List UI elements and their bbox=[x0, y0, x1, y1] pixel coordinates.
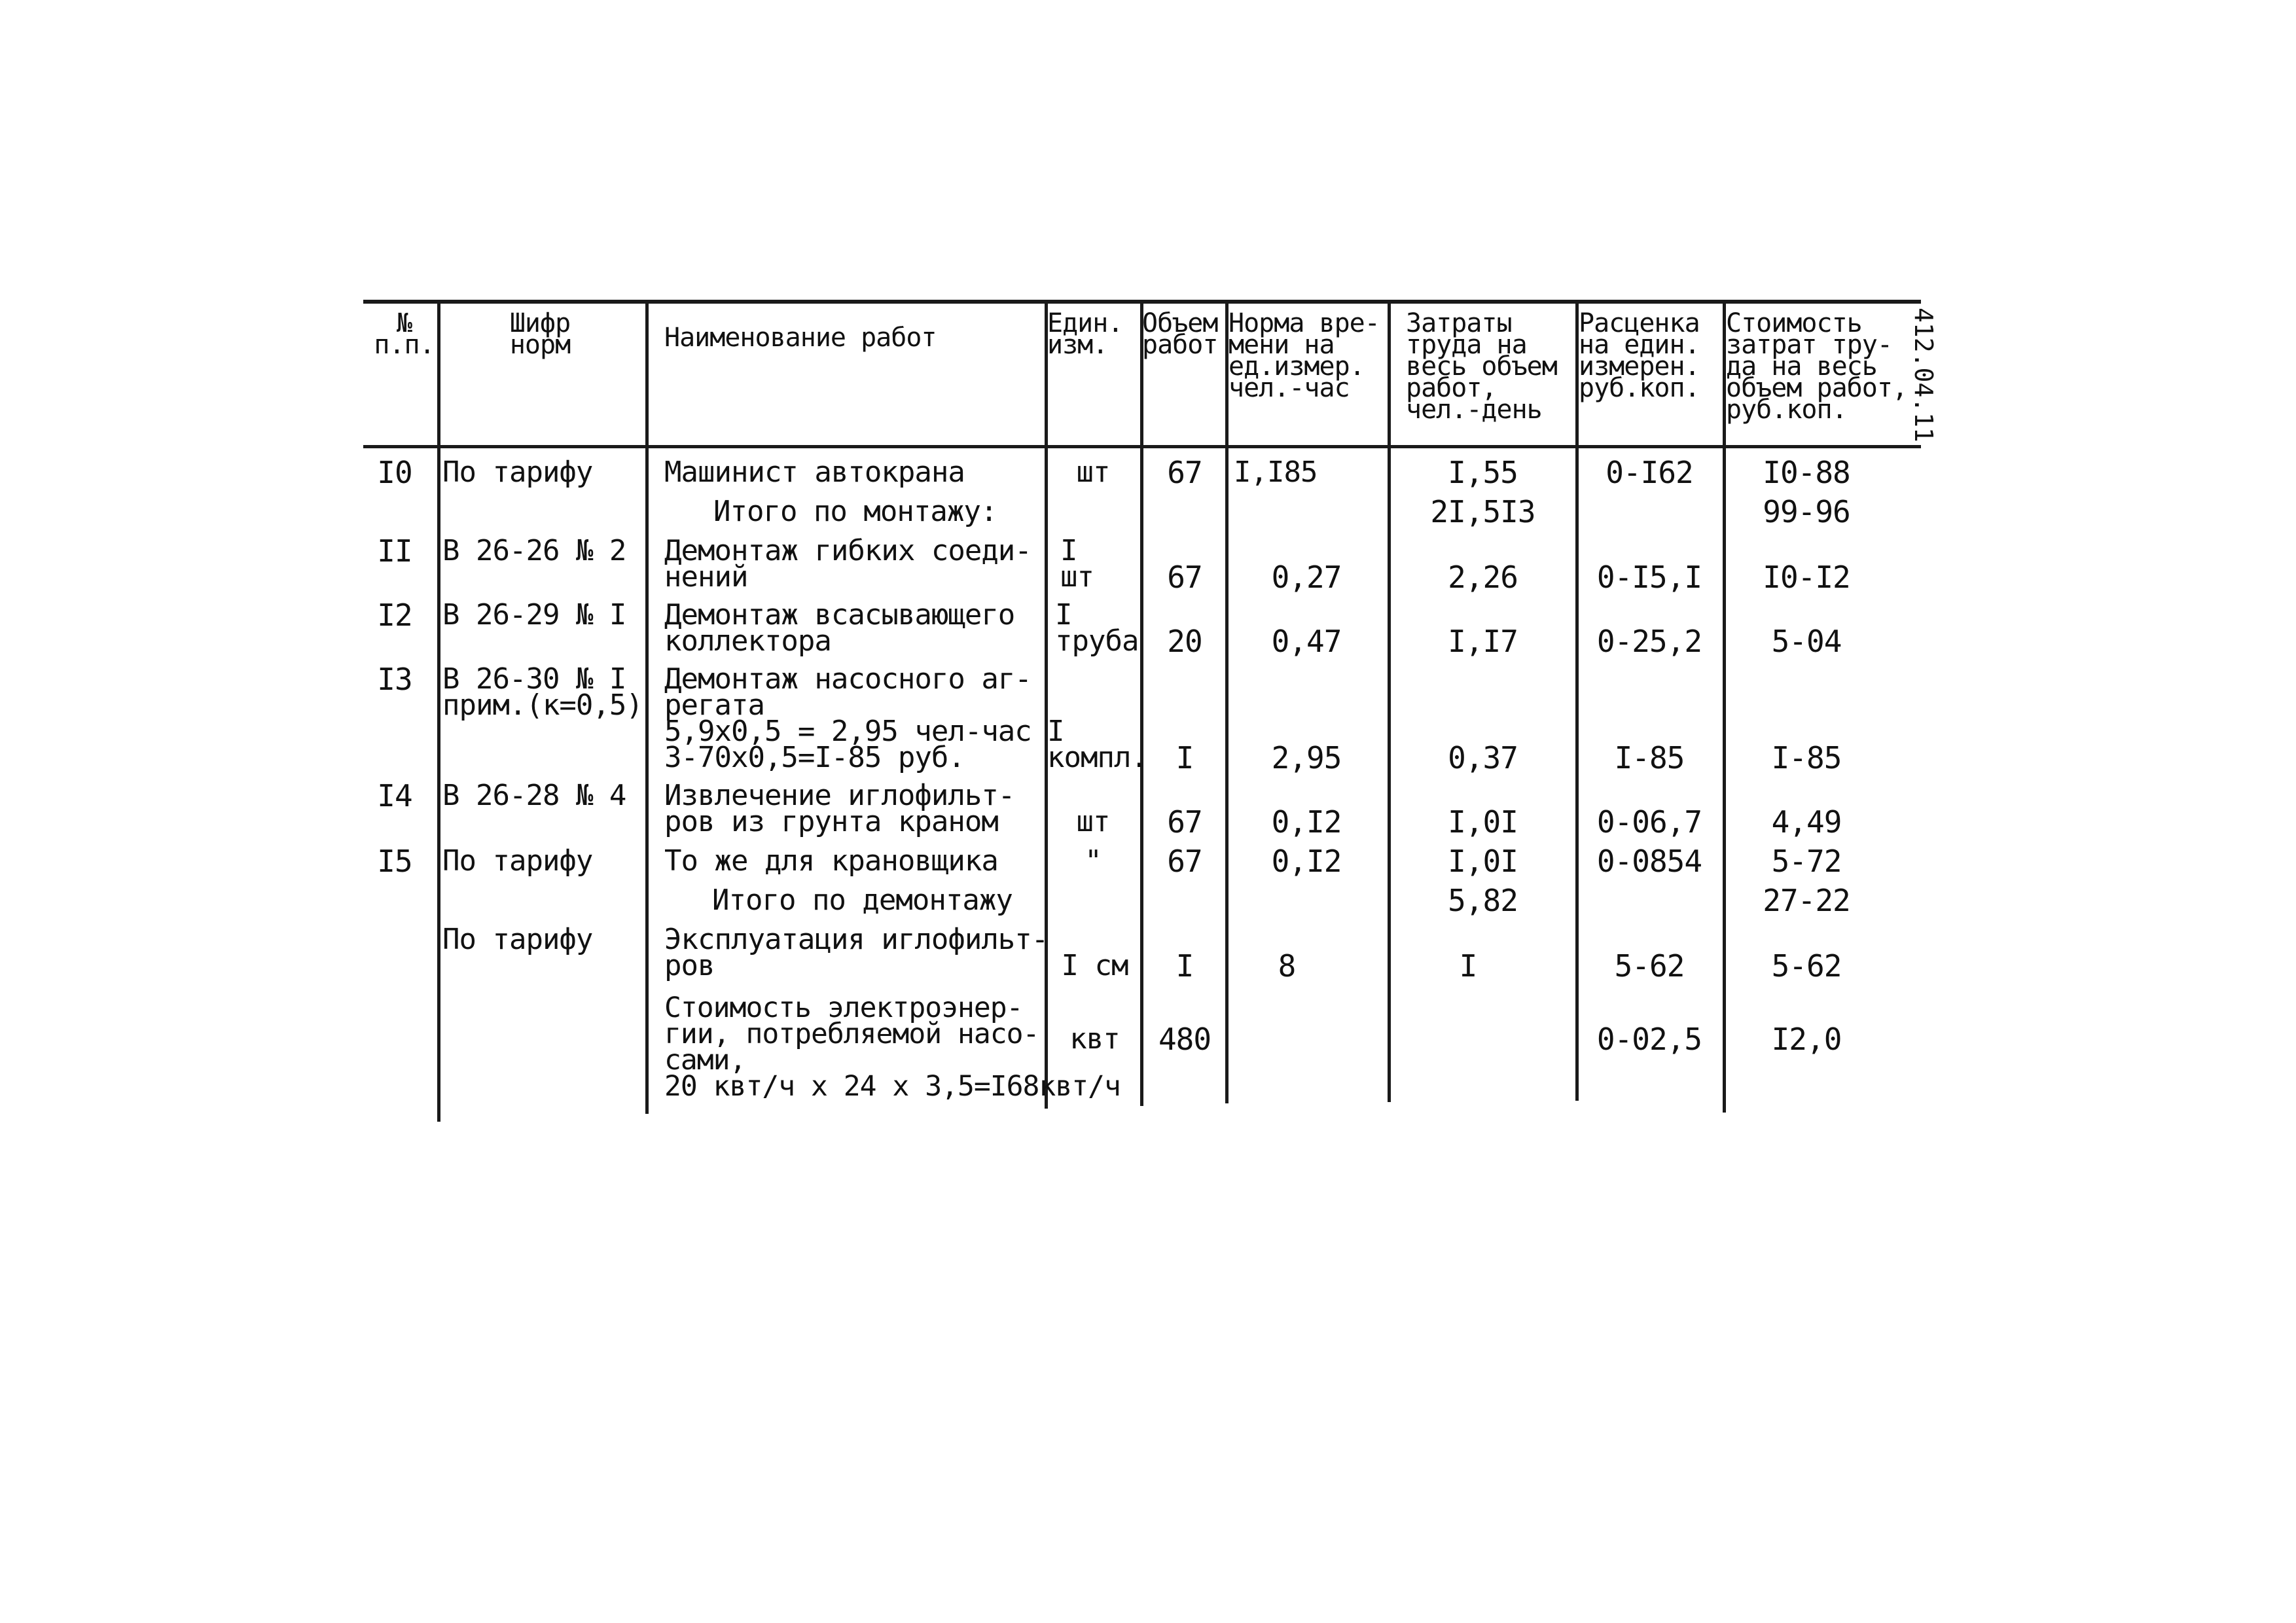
row-15-norm: 0,I2 bbox=[1271, 844, 1342, 879]
col-divider-6 bbox=[1388, 302, 1391, 1102]
row-14-unit: шт bbox=[1076, 805, 1110, 838]
row-14-code: В 26-28 № 4 bbox=[442, 779, 626, 812]
row-15-cost: 5-72 bbox=[1771, 844, 1842, 879]
header-rate: Расценка на един. измерен. руб.коп. bbox=[1579, 308, 1700, 403]
row-10-norm: I,I85 bbox=[1234, 455, 1318, 489]
subtotal-dismantle-label: Итого по демонтажу bbox=[712, 883, 1013, 917]
row-13-unit: I компл. bbox=[1047, 715, 1147, 774]
subtotal-mount-cost: 99-96 bbox=[1763, 494, 1850, 529]
row-12-volume: 20 bbox=[1167, 624, 1202, 659]
row-11-code: В 26-26 № 2 bbox=[442, 534, 626, 567]
row-12-labor: I,I7 bbox=[1448, 624, 1518, 659]
row-13-cost: I-85 bbox=[1771, 740, 1842, 776]
col-divider-1 bbox=[437, 302, 440, 1122]
row-operation-unit: I см bbox=[1061, 949, 1128, 982]
row-operation-labor: I bbox=[1459, 948, 1477, 984]
col-divider-4 bbox=[1140, 302, 1143, 1106]
row-14-labor: I,0I bbox=[1448, 804, 1518, 840]
col-divider-2 bbox=[645, 302, 649, 1114]
row-electricity-rate: 0-02,5 bbox=[1596, 1022, 1702, 1057]
row-11-volume: 67 bbox=[1167, 560, 1202, 595]
row-10-num: I0 bbox=[377, 455, 412, 490]
row-13-volume: I bbox=[1175, 740, 1194, 776]
row-12-cost: 5-04 bbox=[1771, 624, 1842, 659]
row-12-num: I2 bbox=[377, 597, 412, 633]
row-10-code: По тарифу bbox=[442, 455, 593, 489]
row-operation-cost: 5-62 bbox=[1771, 948, 1842, 984]
row-10-cost: I0-88 bbox=[1763, 455, 1850, 490]
header-code: Шифр норм bbox=[509, 308, 571, 360]
row-13-name: Демонтаж насосного аг- регата 5,9х0,5 = 2,95 чел-час 3-70х0,5=I-85 руб. bbox=[664, 662, 1031, 774]
row-11-rate: 0-I5,I bbox=[1596, 560, 1702, 595]
header-norm: Норма вре- мени на ед.измер. чел.-час bbox=[1229, 308, 1380, 403]
row-12-code: В 26-29 № I bbox=[442, 598, 626, 632]
col-divider-5 bbox=[1225, 302, 1229, 1103]
row-15-name: То же для крановщика bbox=[664, 844, 998, 878]
row-11-name: Демонтаж гибких соеди- нений bbox=[664, 534, 1031, 594]
row-11-norm: 0,27 bbox=[1271, 560, 1342, 595]
document-code: 412.04.11 bbox=[1909, 308, 1938, 442]
row-12-unit: I труба bbox=[1055, 598, 1139, 658]
row-15-code: По тарифу bbox=[442, 844, 593, 878]
row-11-labor: 2,26 bbox=[1448, 560, 1518, 595]
row-13-code: В 26-30 № I прим.(к=0,5) bbox=[442, 662, 643, 722]
subtotal-dismantle-cost: 27-22 bbox=[1763, 883, 1850, 918]
row-14-norm: 0,I2 bbox=[1271, 804, 1342, 840]
header-labor: Затраты труда на весь объем работ, чел.-день bbox=[1406, 308, 1557, 425]
row-electricity-name: Стоимость электроэнер- гии, потребляемой насо- сами, 20 квт/ч х 24 х 3,5=I68квт/ч bbox=[664, 991, 1121, 1103]
row-15-num: I5 bbox=[377, 844, 412, 879]
row-10-labor: I,55 bbox=[1448, 455, 1518, 490]
row-operation-norm: 8 bbox=[1278, 948, 1296, 984]
row-14-cost: 4,49 bbox=[1771, 804, 1842, 840]
row-15-volume: 67 bbox=[1167, 844, 1202, 879]
subtotal-mount-label: Итого по монтажу: bbox=[713, 495, 997, 528]
row-11-unit: I шт bbox=[1060, 534, 1094, 594]
row-12-name: Демонтаж всасывающего коллектора bbox=[664, 598, 1015, 658]
row-11-num: II bbox=[377, 533, 412, 569]
header-volume: Объем работ bbox=[1142, 308, 1218, 360]
row-10-rate: 0-I62 bbox=[1605, 455, 1693, 490]
row-15-unit: " bbox=[1085, 844, 1102, 878]
row-13-num: I3 bbox=[377, 662, 412, 697]
row-10-volume: 67 bbox=[1167, 455, 1202, 490]
row-12-rate: 0-25,2 bbox=[1596, 624, 1702, 659]
row-electricity-unit: квт bbox=[1069, 1022, 1120, 1056]
row-14-name: Извлечение иглофильт- ров из грунта краном bbox=[664, 779, 1015, 838]
header-unit: Един. изм. bbox=[1047, 308, 1123, 360]
row-15-rate: 0-0854 bbox=[1596, 844, 1702, 879]
row-operation-rate: 5-62 bbox=[1614, 948, 1685, 984]
row-operation-name: Эксплуатация иглофильт- ров bbox=[664, 923, 1049, 982]
subtotal-mount-labor: 2I,5I3 bbox=[1430, 494, 1535, 529]
row-15-labor: I,0I bbox=[1448, 844, 1518, 879]
row-operation-code: По тарифу bbox=[442, 923, 593, 956]
col-divider-7 bbox=[1575, 302, 1579, 1101]
row-14-rate: 0-06,7 bbox=[1596, 804, 1702, 840]
row-10-unit: шт bbox=[1076, 455, 1110, 489]
row-14-num: I4 bbox=[377, 778, 412, 813]
row-11-cost: I0-I2 bbox=[1763, 560, 1850, 595]
row-electricity-volume: 480 bbox=[1158, 1022, 1211, 1057]
row-10-name: Машинист автокрана bbox=[664, 455, 965, 489]
col-divider-3 bbox=[1045, 302, 1048, 1109]
header-name: Наименование работ bbox=[664, 323, 937, 353]
subtotal-dismantle-labor: 5,82 bbox=[1448, 883, 1518, 918]
row-electricity-cost: I2,0 bbox=[1771, 1022, 1842, 1057]
row-12-norm: 0,47 bbox=[1271, 624, 1342, 659]
header-num: № п.п. bbox=[374, 308, 435, 360]
row-operation-volume: I bbox=[1175, 948, 1194, 984]
row-13-norm: 2,95 bbox=[1271, 740, 1342, 776]
row-13-rate: I-85 bbox=[1614, 740, 1685, 776]
header-cost: Стоимость затрат тру- да на весь объем работ, руб.коп. bbox=[1726, 308, 1907, 425]
row-14-volume: 67 bbox=[1167, 804, 1202, 840]
row-13-labor: 0,37 bbox=[1448, 740, 1518, 776]
